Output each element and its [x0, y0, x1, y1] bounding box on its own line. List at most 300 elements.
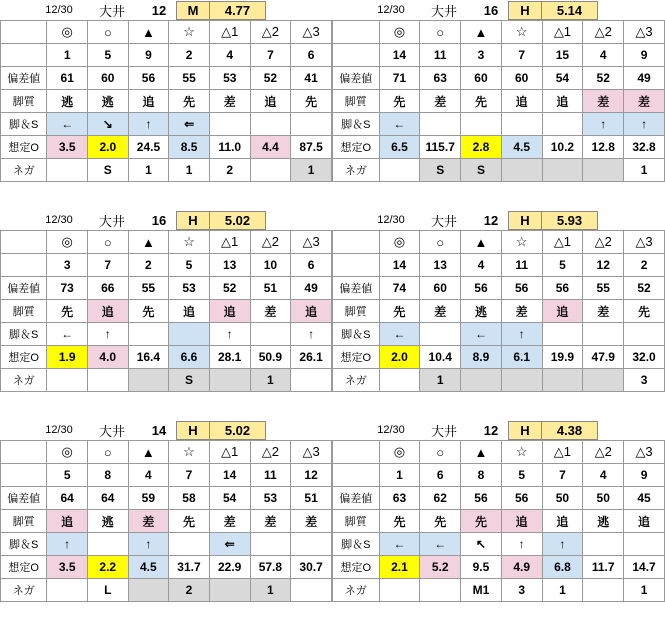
kyakushitsu-cell: 逃	[583, 510, 624, 533]
row-label: 脚＆S	[333, 113, 380, 136]
nega-cell	[542, 369, 583, 392]
block-header	[36, 420, 332, 440]
ashi-s-cell	[169, 323, 210, 346]
ashi-s-cell: ↑	[128, 533, 169, 556]
table-row	[1, 510, 332, 533]
rank-cell: 8	[461, 464, 502, 487]
header-date: 12/30	[45, 4, 73, 16]
row-label	[333, 44, 380, 67]
table-row	[333, 21, 665, 44]
row-label: 想定O	[1, 346, 47, 369]
kyakushitsu-cell: 追	[128, 90, 169, 113]
mark-cell: ○	[87, 231, 128, 254]
table-row	[333, 510, 665, 533]
rank-cell: 9	[128, 44, 169, 67]
rank-cell: 4	[209, 44, 250, 67]
rank-cell: 1	[47, 44, 88, 67]
nega-cell	[461, 369, 502, 392]
nega-cell: S	[88, 159, 129, 182]
table-row	[1, 441, 332, 464]
odds-cell: 28.1	[209, 346, 250, 369]
rank-cell: 4	[461, 254, 502, 277]
rank-cell: 4	[128, 464, 169, 487]
nega-cell	[379, 369, 420, 392]
mark-cell: ○	[420, 21, 461, 44]
nega-cell	[87, 369, 128, 392]
hensa-cell: 51	[291, 487, 332, 510]
ashi-s-cell: ←	[379, 113, 420, 136]
kyakushitsu-cell: 先	[379, 300, 420, 323]
mark-cell: ○	[420, 441, 461, 464]
hensa-cell: 52	[250, 67, 291, 90]
rank-cell: 7	[169, 464, 210, 487]
hensa-cell: 62	[420, 487, 461, 510]
row-label: ネガ	[1, 369, 47, 392]
nega-cell	[128, 369, 169, 392]
odds-cell: 57.8	[250, 556, 291, 579]
odds-cell: 9.5	[461, 556, 502, 579]
mark-cell: △3	[624, 441, 665, 464]
mark-cell: △1	[209, 21, 250, 44]
kyakushitsu-cell: 追	[501, 90, 542, 113]
mark-cell: ○	[87, 441, 128, 464]
table-row	[333, 44, 665, 67]
rank-cell: 11	[250, 464, 291, 487]
odds-cell: 3.5	[47, 556, 88, 579]
kyakushitsu-cell: 先	[379, 510, 420, 533]
nega-cell: 2	[209, 159, 250, 182]
mark-cell: △3	[291, 231, 332, 254]
table-row	[333, 254, 665, 277]
table-row	[333, 346, 665, 369]
hensa-cell: 56	[501, 277, 542, 300]
row-label: ネガ	[1, 579, 47, 602]
table-row	[333, 90, 665, 113]
table-row	[1, 533, 332, 556]
row-label: 偏差値	[1, 487, 47, 510]
ashi-s-cell: ←	[379, 323, 420, 346]
table-row	[1, 300, 332, 323]
ashi-s-cell: ↑	[47, 533, 88, 556]
header-place: 大井	[430, 423, 457, 439]
table-row	[1, 67, 332, 90]
row-label: 脚＆S	[1, 323, 47, 346]
table-row	[1, 113, 332, 136]
header-date: 12/30	[377, 214, 405, 226]
hensa-cell: 60	[88, 67, 129, 90]
odds-cell: 26.1	[291, 346, 332, 369]
odds-cell: 2.1	[379, 556, 420, 579]
kyakushitsu-cell: 差	[583, 300, 624, 323]
nega-cell: 2	[169, 579, 210, 602]
header-value: 4.38	[542, 421, 598, 440]
rank-cell: 2	[169, 44, 210, 67]
mark-cell: ▲	[128, 231, 169, 254]
mark-cell: ◎	[47, 231, 88, 254]
row-label	[1, 441, 47, 464]
header-grade: H	[508, 421, 542, 440]
table-row	[1, 254, 332, 277]
rank-cell: 3	[461, 44, 502, 67]
odds-cell: 87.5	[291, 136, 332, 159]
odds-cell: 6.5	[379, 136, 420, 159]
block-header	[36, 210, 332, 230]
hensa-cell: 49	[291, 277, 332, 300]
hensa-cell: 49	[624, 67, 665, 90]
ashi-s-cell	[542, 323, 583, 346]
ashi-s-cell: ↑	[624, 113, 665, 136]
rank-cell: 9	[624, 44, 665, 67]
mark-cell: ▲	[461, 441, 502, 464]
ashi-s-cell	[250, 323, 291, 346]
block-header	[368, 210, 665, 230]
ashi-s-cell	[291, 533, 332, 556]
row-label: 想定O	[1, 136, 47, 159]
odds-cell: 22.9	[209, 556, 250, 579]
hensa-cell: 55	[583, 277, 624, 300]
odds-cell: 50.9	[250, 346, 291, 369]
nega-cell	[209, 579, 250, 602]
kyakushitsu-cell: 先	[461, 510, 502, 533]
mark-cell: ◎	[47, 21, 88, 44]
nega-cell: S	[420, 159, 461, 182]
table-row	[333, 441, 665, 464]
ashi-s-cell: ↑	[128, 113, 169, 136]
nega-cell: L	[87, 579, 128, 602]
odds-cell: 8.5	[169, 136, 210, 159]
mark-cell: △1	[542, 231, 583, 254]
table-row	[1, 136, 332, 159]
header-grade: H	[508, 1, 542, 20]
hensa-cell: 53	[209, 67, 250, 90]
mark-cell: ☆	[501, 441, 542, 464]
header-date: 12/30	[45, 214, 73, 226]
hensa-cell: 66	[87, 277, 128, 300]
mark-cell: ☆	[501, 21, 542, 44]
nega-cell	[379, 579, 420, 602]
hensa-cell: 56	[542, 277, 583, 300]
race-table	[0, 440, 332, 602]
nega-cell: 3	[501, 579, 542, 602]
table-row	[333, 579, 665, 602]
kyakushitsu-cell: 先	[420, 510, 461, 533]
race-table	[332, 230, 665, 392]
kyakushitsu-cell: 先	[128, 300, 169, 323]
table-row	[333, 67, 665, 90]
row-label: 想定O	[333, 346, 380, 369]
nega-cell	[47, 369, 88, 392]
row-label: ネガ	[333, 579, 380, 602]
race-table	[0, 230, 332, 392]
table-row	[1, 369, 332, 392]
row-label: 脚質	[333, 90, 380, 113]
ashi-s-cell: ↑	[87, 323, 128, 346]
nega-cell	[501, 159, 542, 182]
mark-cell: △3	[291, 21, 332, 44]
row-label: 想定O	[1, 556, 47, 579]
race-table	[0, 20, 332, 182]
mark-cell: △1	[542, 441, 583, 464]
header-grade: H	[176, 211, 210, 230]
hensa-cell: 63	[379, 487, 420, 510]
hensa-cell: 60	[461, 67, 502, 90]
hensa-cell: 58	[169, 487, 210, 510]
odds-cell: 10.2	[542, 136, 583, 159]
header-place: 大井	[98, 423, 125, 439]
nega-cell: 1	[420, 369, 461, 392]
race-table	[332, 20, 665, 182]
block-header	[368, 0, 665, 20]
ashi-s-cell	[169, 533, 210, 556]
mark-cell: ☆	[169, 231, 210, 254]
odds-cell: 6.8	[542, 556, 583, 579]
odds-cell: 8.9	[461, 346, 502, 369]
hensa-cell: 64	[47, 487, 88, 510]
hensa-cell: 60	[420, 277, 461, 300]
row-label: 脚質	[1, 300, 47, 323]
nega-cell: S	[169, 369, 210, 392]
kyakushitsu-cell: 逃	[87, 510, 128, 533]
odds-cell: 2.0	[88, 136, 129, 159]
hensa-cell: 64	[87, 487, 128, 510]
table-row	[333, 556, 665, 579]
kyakushitsu-cell: 追	[209, 300, 250, 323]
nega-cell	[209, 369, 250, 392]
nega-cell	[583, 369, 624, 392]
ashi-s-cell: ←	[47, 113, 88, 136]
hensa-cell: 45	[624, 487, 665, 510]
row-label: 想定O	[333, 556, 380, 579]
header-value: 5.93	[542, 211, 598, 230]
ashi-s-cell: ↑	[209, 323, 250, 346]
ashi-s-cell	[420, 113, 461, 136]
row-label: 脚質	[333, 300, 380, 323]
kyakushitsu-cell: 先	[169, 510, 210, 533]
header-race-number: 12	[483, 422, 499, 438]
odds-cell: 31.7	[169, 556, 210, 579]
row-label: ネガ	[333, 159, 380, 182]
kyakushitsu-cell: 差	[420, 90, 461, 113]
ashi-s-cell	[250, 533, 291, 556]
ashi-s-cell: ⇐	[169, 113, 210, 136]
odds-cell: 4.4	[250, 136, 291, 159]
kyakushitsu-cell: 先	[291, 90, 332, 113]
table-row	[1, 346, 332, 369]
mark-cell: ▲	[128, 21, 169, 44]
ashi-s-cell	[542, 113, 583, 136]
kyakushitsu-cell: 先	[624, 300, 665, 323]
hensa-cell: 56	[461, 277, 502, 300]
hensa-cell: 63	[420, 67, 461, 90]
table-row	[333, 231, 665, 254]
kyakushitsu-cell: 追	[47, 510, 88, 533]
hensa-cell: 61	[47, 67, 88, 90]
mark-cell: ○	[420, 231, 461, 254]
odds-cell: 1.9	[47, 346, 88, 369]
rank-cell: 8	[87, 464, 128, 487]
odds-cell: 3.5	[47, 136, 88, 159]
row-label: 脚＆S	[333, 323, 380, 346]
table-row	[333, 464, 665, 487]
nega-cell: 1	[624, 159, 665, 182]
row-label: ネガ	[1, 159, 47, 182]
ashi-s-cell: ↑	[583, 113, 624, 136]
odds-cell: 47.9	[583, 346, 624, 369]
table-row	[333, 323, 665, 346]
kyakushitsu-cell: 追	[542, 300, 583, 323]
rank-cell: 14	[379, 254, 420, 277]
mark-cell: △2	[583, 21, 624, 44]
nega-cell	[291, 369, 332, 392]
hensa-cell: 52	[624, 277, 665, 300]
hensa-cell: 56	[501, 487, 542, 510]
table-row	[333, 159, 665, 182]
kyakushitsu-cell: 差	[128, 510, 169, 533]
rank-cell: 7	[250, 44, 291, 67]
header-date: 12/30	[377, 424, 405, 436]
rank-cell: 6	[420, 464, 461, 487]
kyakushitsu-cell: 追	[501, 510, 542, 533]
odds-cell: 115.7	[420, 136, 461, 159]
row-label	[1, 464, 47, 487]
mark-cell: △3	[291, 441, 332, 464]
race-block	[332, 420, 665, 631]
mark-cell: △2	[250, 231, 291, 254]
race-block	[332, 0, 665, 210]
mark-cell: ▲	[128, 441, 169, 464]
odds-cell: 12.8	[583, 136, 624, 159]
nega-cell	[501, 369, 542, 392]
mark-cell: ◎	[379, 441, 420, 464]
hensa-cell: 55	[128, 277, 169, 300]
nega-cell: 1	[250, 369, 291, 392]
ashi-s-cell: ⇐	[209, 533, 250, 556]
kyakushitsu-cell: 差	[624, 90, 665, 113]
row-label: 偏差値	[333, 67, 380, 90]
row-label: 想定O	[333, 136, 380, 159]
table-row	[1, 579, 332, 602]
ashi-s-cell	[420, 323, 461, 346]
nega-cell	[583, 159, 624, 182]
rank-cell: 4	[583, 44, 624, 67]
kyakushitsu-cell: 追	[291, 300, 332, 323]
nega-cell: 1	[128, 159, 169, 182]
header-race-number: 12	[151, 2, 167, 18]
hensa-cell: 74	[379, 277, 420, 300]
race-block	[332, 210, 665, 420]
row-label: 偏差値	[1, 67, 47, 90]
row-label: 脚＆S	[1, 113, 47, 136]
nega-cell	[291, 579, 332, 602]
mark-cell: ▲	[461, 21, 502, 44]
rank-cell: 12	[583, 254, 624, 277]
mark-cell: △1	[209, 231, 250, 254]
hensa-cell: 53	[169, 277, 210, 300]
kyakushitsu-cell: 差	[291, 510, 332, 533]
hensa-cell: 54	[209, 487, 250, 510]
mark-cell: ☆	[169, 441, 210, 464]
nega-cell: 3	[624, 369, 665, 392]
row-label: 偏差値	[333, 277, 380, 300]
kyakushitsu-cell: 差	[209, 90, 250, 113]
ashi-s-cell: ←	[379, 533, 420, 556]
row-label	[1, 231, 47, 254]
nega-cell	[47, 159, 88, 182]
mark-cell: ▲	[461, 231, 502, 254]
kyakushitsu-cell: 差	[250, 300, 291, 323]
nega-cell	[420, 579, 461, 602]
hensa-cell: 56	[128, 67, 169, 90]
ashi-s-cell: ←	[47, 323, 88, 346]
hensa-cell: 51	[250, 277, 291, 300]
ashi-s-cell	[209, 113, 250, 136]
mark-cell: △3	[624, 21, 665, 44]
rank-cell: 15	[542, 44, 583, 67]
row-label: 脚＆S	[333, 533, 380, 556]
odds-cell: 16.4	[128, 346, 169, 369]
kyakushitsu-cell: 逃	[47, 90, 88, 113]
nega-cell	[542, 159, 583, 182]
mark-cell: △1	[209, 441, 250, 464]
ashi-s-cell: ↑	[501, 323, 542, 346]
kyakushitsu-cell: 逃	[461, 300, 502, 323]
ashi-s-cell	[250, 113, 291, 136]
header-date: 12/30	[45, 424, 73, 436]
race-block	[0, 0, 332, 210]
header-place: 大井	[98, 3, 125, 19]
block-header	[368, 420, 665, 440]
hensa-cell: 60	[501, 67, 542, 90]
hensa-cell: 54	[542, 67, 583, 90]
ashi-s-cell: ←	[461, 323, 502, 346]
ashi-s-cell	[87, 533, 128, 556]
nega-cell	[47, 579, 88, 602]
header-race-number: 12	[483, 212, 499, 228]
table-row	[333, 533, 665, 556]
nega-cell	[250, 159, 291, 182]
table-row	[333, 136, 665, 159]
kyakushitsu-cell: 差	[583, 90, 624, 113]
block-header	[36, 0, 332, 20]
rank-cell: 10	[250, 254, 291, 277]
nega-cell: 1	[624, 579, 665, 602]
odds-cell: 4.5	[501, 136, 542, 159]
rank-cell: 6	[291, 254, 332, 277]
odds-cell: 4.5	[128, 556, 169, 579]
table-row	[1, 90, 332, 113]
mark-cell: ☆	[169, 21, 210, 44]
row-label: ネガ	[333, 369, 380, 392]
rank-cell: 2	[128, 254, 169, 277]
table-row	[1, 21, 332, 44]
odds-cell: 10.4	[420, 346, 461, 369]
rank-cell: 13	[209, 254, 250, 277]
rank-cell: 11	[501, 254, 542, 277]
rank-cell: 11	[420, 44, 461, 67]
hensa-cell: 52	[209, 277, 250, 300]
odds-cell: 4.0	[87, 346, 128, 369]
table-row	[1, 323, 332, 346]
ashi-s-cell	[583, 323, 624, 346]
odds-cell: 32.8	[624, 136, 665, 159]
hensa-cell: 71	[379, 67, 420, 90]
odds-cell: 24.5	[128, 136, 169, 159]
odds-cell: 30.7	[291, 556, 332, 579]
kyakushitsu-cell: 差	[209, 510, 250, 533]
row-label	[333, 441, 380, 464]
rank-cell: 9	[624, 464, 665, 487]
kyakushitsu-cell: 追	[542, 510, 583, 533]
